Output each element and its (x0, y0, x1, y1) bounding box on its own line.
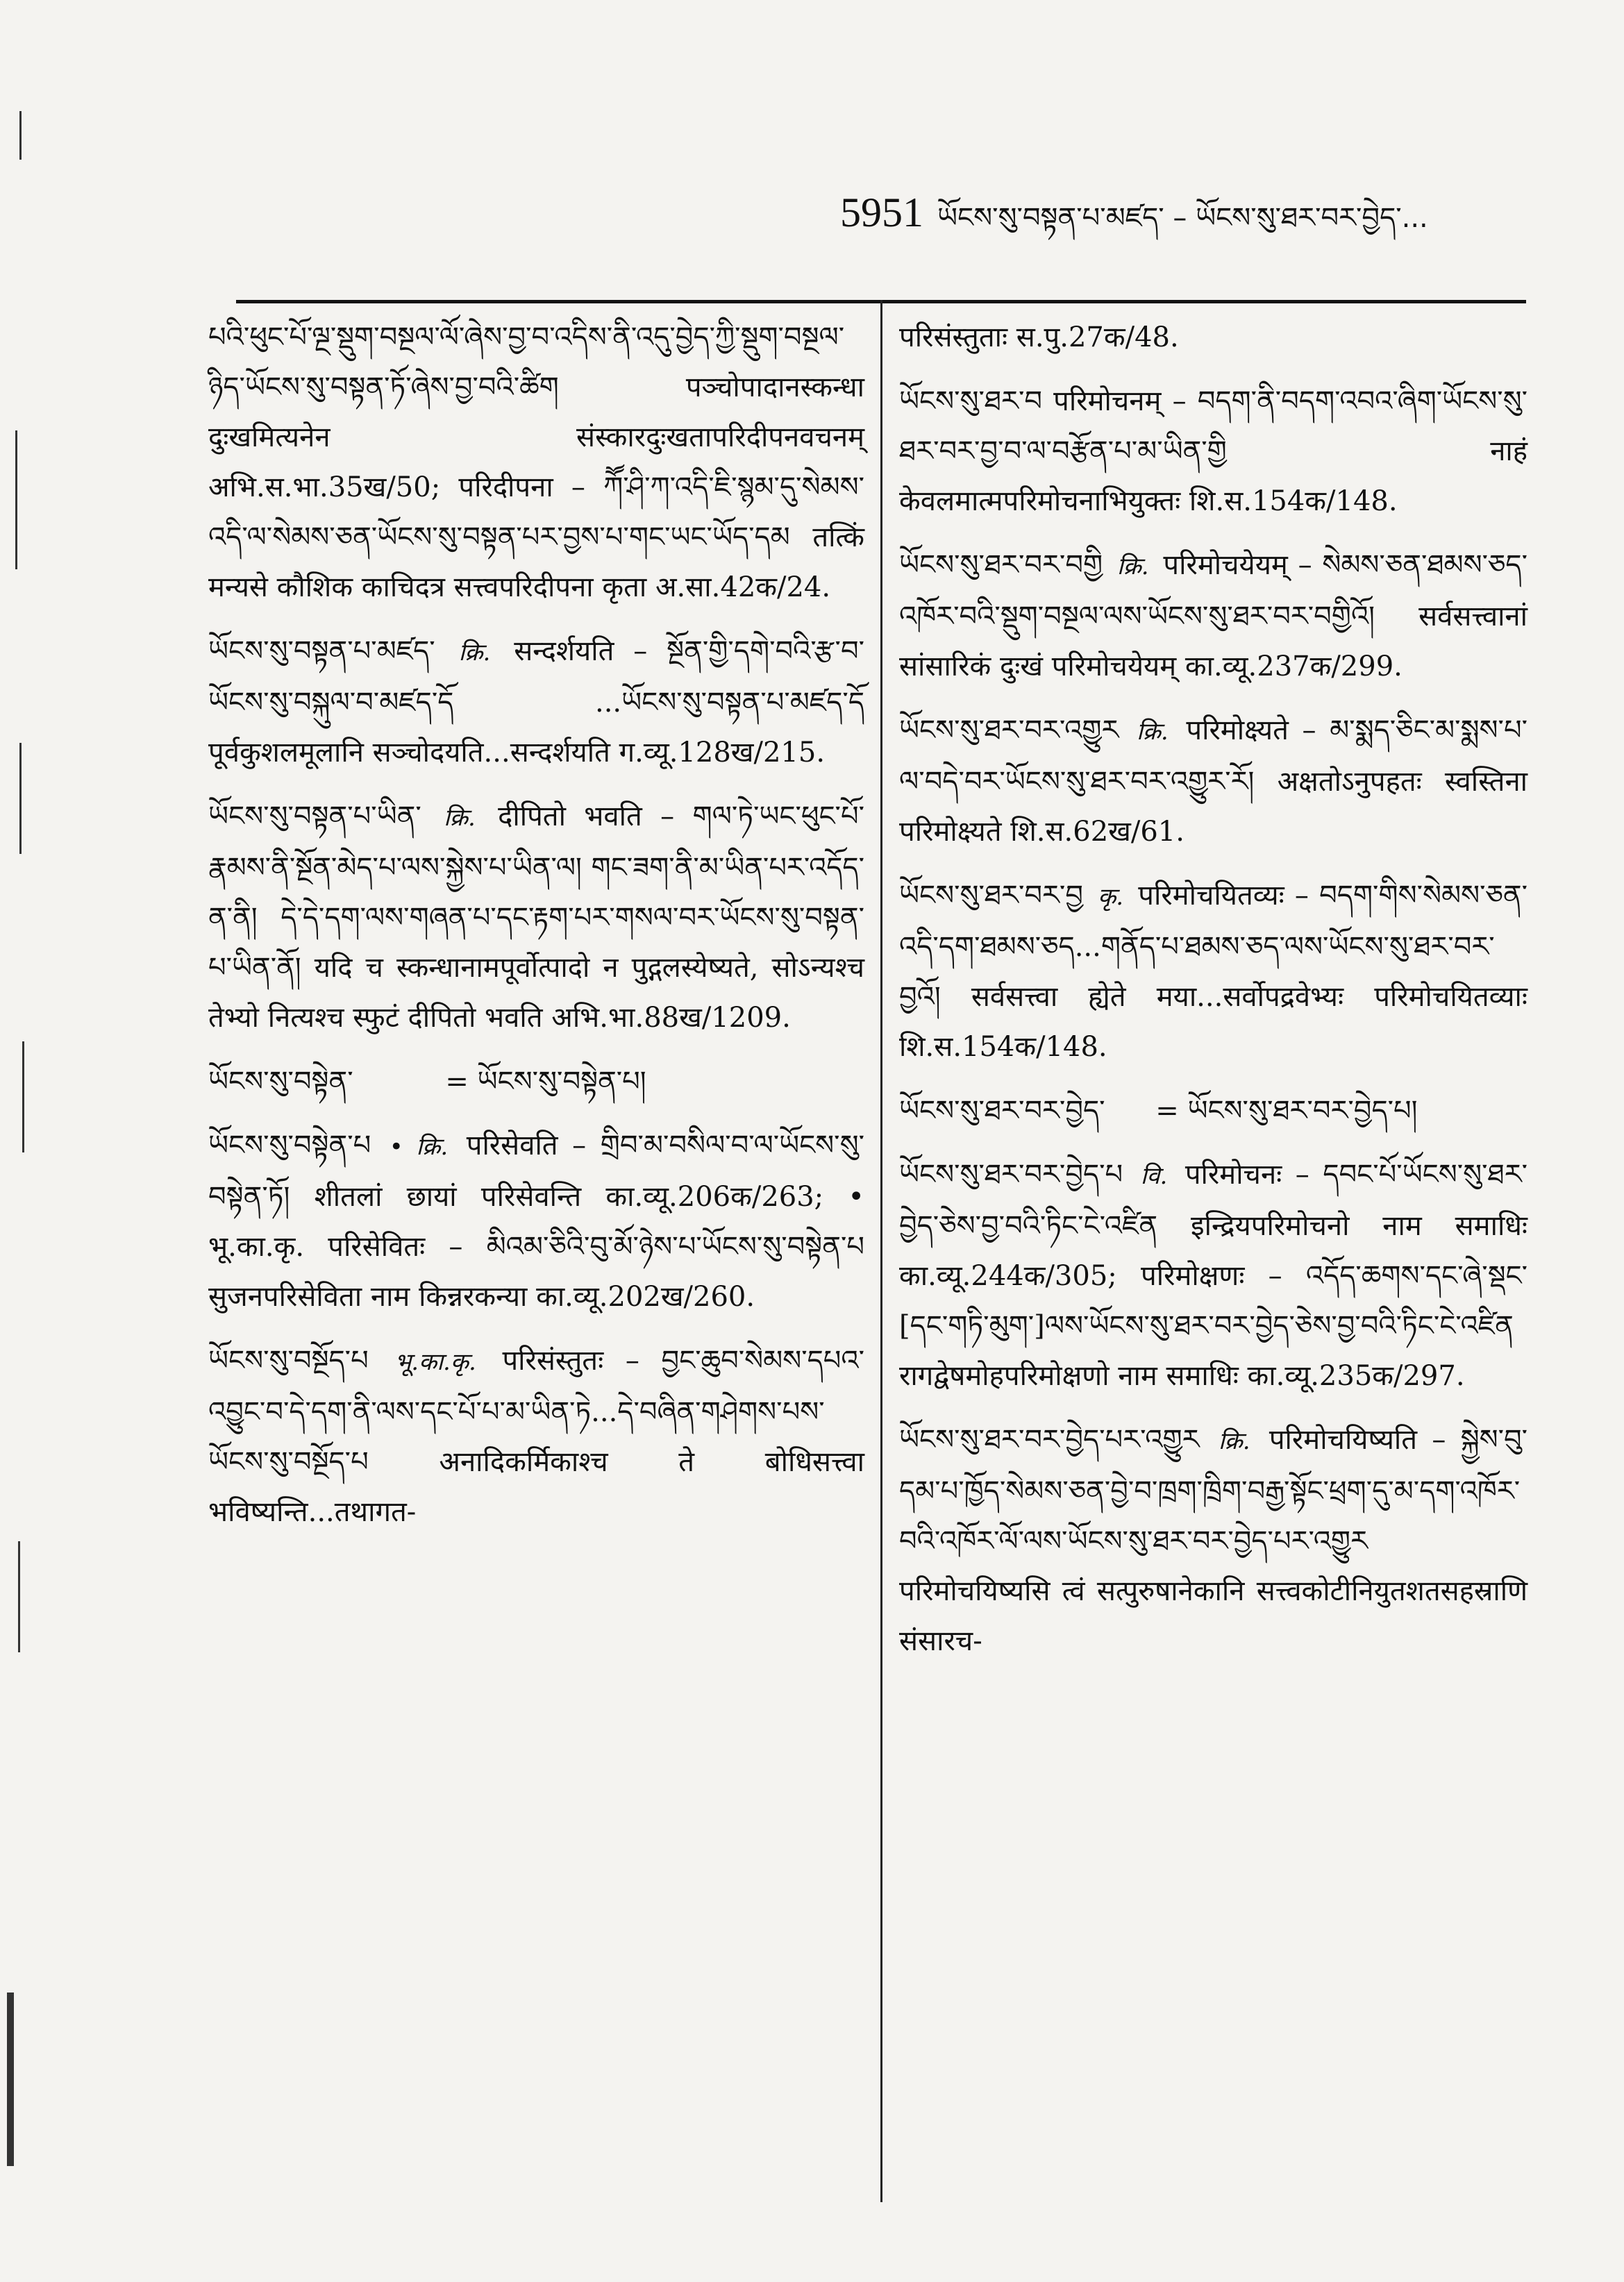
grammar-tag: • क्रि. (389, 1133, 449, 1161)
dictionary-entry (208, 312, 864, 612)
dictionary-entry (899, 376, 1527, 526)
entry-text: परिसंस्तुताः स.पु.27क/48. (899, 321, 1179, 353)
entry-text: = ཡོངས་སུ་བསྟེན་པ། (445, 1066, 646, 1098)
dictionary-entry (208, 791, 864, 1043)
entry-text: परिमोचयेयम् – སེམས་ཅན་ཐམས་ཅད་འཁོར་བའི་སྡུག་བསྔལ་ལས་ཡོངས་སུ་ཐར་བར་བགྱིའོ། सर्वसत्त्वानां सांसारिकं दुःखं परिमोचयेयम् का.व्यू.237क/299. (899, 549, 1527, 682)
grammar-tag: क्रि. (1116, 553, 1149, 580)
entry-headword: ཡོངས་སུ་བསྟེན་པ (208, 1130, 371, 1161)
entry-text: परिमोचयिष्यति – སྐྱེས་བུ་དམ་པ་ཁྱོད་སེམས་ཅན་བྱེ་བ་ཁྲག་ཁྲིག་བརྒྱ་སྟོང་ཕྲག་དུ་མ་དག་འཁོར་བའི་འཁོར་ལོ་ལས་ཡོངས་སུ་ཐར་བར་བྱེད་པར་འགྱུར परिमोचयिष्यसि त्वं सत्पुरुषानेकानि सत्त्वकोटीनियुतशतसहस्राणि संसारच- (899, 1424, 1528, 1657)
column-divider (880, 300, 882, 2202)
grammar-tag: वि. (1140, 1162, 1168, 1190)
entry-text: परिमोचनः – དབང་པོ་ཡོངས་སུ་ཐར་བྱེད་ཅེས་བྱ་བའི་ཏིང་ངེ་འཛིན इन्द्रियपरिमोचनो नाम समाधिः का.व्यू.244क/305; परिमोक्षणः – འདོད་ཆགས་དང་ཞེ་སྡང་[དང་གཏི་མུག་]ལས་ཡོངས་སུ་ཐར་བར་བྱེད་ཅེས་བྱ་བའི་ཏིང་ངེ་འཛིན रागद्वेषमोहपरिमोक्षणो नाम समाधिः का.व्यू.235क/297. (899, 1159, 1528, 1392)
entry-text: सन्दर्शयति – སྔོན་གྱི་དགེ་བའི་རྩ་བ་ཡོངས་སུ་བསྐུལ་བ་མཛད་དོ ...ཡོངས་སུ་བསྟན་པ་མཛད་དོ पूर्वकुशलमूलानि सञ्चोदयति...सन्दर्शयति ग.व्यू.128ख/215. (208, 635, 865, 769)
entry-headword: ཡོངས་སུ་བསྔོད་པ (208, 1345, 369, 1377)
dictionary-entry (208, 626, 864, 778)
left-column (208, 312, 864, 1551)
entry-headword: ཡོངས་སུ་ཐར་བར་བྱེད་པ (899, 1159, 1123, 1191)
entry-headword: ཡོངས་སུ་བསྟན་པ་མཛད་ (208, 635, 435, 667)
running-head: ཡོངས་སུ་བསྟན་པ་མཛད་ – ཡོངས་སུ་ཐར་བར་བྱེད་... (937, 202, 1428, 234)
entry-headword: ཡོངས་སུ་ཐར་བར་བྱ (899, 880, 1083, 912)
right-column (899, 312, 1527, 1680)
dictionary-entry (899, 312, 1527, 362)
grammar-tag: क्रि. (1218, 1427, 1250, 1455)
entry-headword: ཡོངས་སུ་ཐར་བ (899, 385, 1042, 417)
dictionary-entry (899, 705, 1527, 857)
entry-text: परिसेवति – གྲིབ་མ་བསིལ་བ་ལ་ཡོངས་སུ་བསྟེན་ཏོ། शीतलां छायां परिसेवन्ति का.व्यू.206क/263; • भू.का.कृ. परिसेवितः – མིའམ་ཅིའི་བུ་མོ་ཉེས་པ་ཡོངས་སུ་བསྟེན་པ सुजनपरिसेविता नाम किन्नरकन्या का.व्यू.202ख/260. (208, 1130, 864, 1313)
scan-margin-marks (0, 83, 42, 2166)
entry-headword: ཡོངས་སུ་ཐར་བར་འགྱུར (899, 714, 1119, 746)
dictionary-entry (899, 1415, 1527, 1666)
entry-text: པའི་ཕུང་པོ་ལྔ་སྡུག་བསྔལ་ལོ་ཞེས་བྱ་བ་འདིས་ནི་འདུ་བྱེད་ཀྱི་སྡུག་བསྔལ་ཉིད་ཡོངས་སུ་བསྟན་ཏོ་ཞེས་བྱ་བའི་ཚིག पञ्चोपादानस्कन्धा दुःखमित्यनेन संस्कारदुःखतापरिदीपनवचनम् अभि.स.भा.35ख/50; परिदीपना – ཀཽ་ཤི་ཀ་འདི་ཇི་སྙམ་དུ་སེམས་འདི་ལ་སེམས་ཅན་ཡོངས་སུ་བསྟན་པར་བྱས་པ་གང་ཡང་ཡོད་དམ तत्किं मन्यसे कौशिक काचिदत्र सत्त्वपरिदीपना कृता अ.सा.42क/24. (208, 321, 864, 603)
entry-headword: ཡོངས་སུ་ཐར་བར་བྱེད་ (899, 1095, 1105, 1127)
entry-headword: ཡོངས་སུ་བསྟེན་ (208, 1066, 353, 1098)
dictionary-entry (208, 1336, 864, 1537)
grammar-tag: क्रि. (458, 639, 491, 666)
entry-text: परिमोक्ष्यते – མ་སྨད་ཅིང་མ་སྨས་པ་ལ་བདེ་བར་ཡོངས་སུ་ཐར་བར་འགྱུར་རོ། अक्षतोऽनुपहतः स्वस्तिना परिमोक्ष्यते शि.स.62ख/61. (899, 714, 1527, 848)
entry-text: परिमोचयितव्यः – བདག་གིས་སེམས་ཅན་འདི་དག་ཐམས་ཅད...གནོད་པ་ཐམས་ཅད་ལས་ཡོངས་སུ་ཐར་བར་བྱའོ། सर्वसत्त्वा ह्येते मया...सर्वोपद्रवेभ्यः परिमोचयितव्याः शि.स.154क/148. (899, 880, 1527, 1063)
dictionary-entry (899, 1150, 1527, 1401)
grammar-tag: क्रि. (444, 804, 476, 832)
page-number: 5951 (840, 190, 923, 235)
dictionary-entry (208, 1121, 864, 1322)
entry-text: परिसंस्तुतः – བྱང་ཆུབ་སེམས་དཔའ་འབྱུང་བ་དེ་དག་ནི་ལས་དང་པོ་པ་མ་ཡིན་ཏེ...དེ་བཞིན་གཤེགས་པས་ཡོངས་སུ་བསྔོད་པ अनादिकर्मिकाश्च ते बोधिसत्त्वा भविष्यन्ति...तथागत- (208, 1345, 865, 1528)
grammar-tag: भू.का.कृ. (394, 1348, 476, 1376)
entry-headword: ཡོངས་སུ་ཐར་བར་བྱེད་པར་འགྱུར (899, 1424, 1200, 1456)
dictionary-entry (899, 540, 1527, 691)
dictionary-entry (899, 871, 1527, 1072)
entry-headword: ཡོངས་སུ་ཐར་བར་བགྱི (899, 549, 1103, 581)
dictionary-entry (208, 1057, 864, 1107)
dictionary-entry (899, 1086, 1527, 1136)
grammar-tag: कृ. (1098, 883, 1124, 911)
entry-headword: ཡོངས་སུ་བསྟན་པ་ཡིན་ (208, 800, 421, 832)
entry-text: दीपितो भवति – གལ་ཏེ་ཡང་ཕུང་པོ་རྣམས་ནི་སྔོན་མེད་པ་ལས་སྐྱེས་པ་ཡིན་ལ། གང་ཟག་ནི་མ་ཡིན་པར་འདོད་ན་ནི། དེ་དེ་དག་ལས་གཞན་པ་དང་རྟག་པར་གསལ་བར་ཡོངས་སུ་བསྟན་པ་ཡིན་ནོ། यदि च स्कन्धानामपूर्वोत्पादो न पुद्गलस्येष्यते, सोऽन्यश्च तेभ्यो नित्यश्च स्फुटं दीपितो भवति अभि.भा.88ख/1209. (208, 800, 864, 1034)
entry-text: = ཡོངས་སུ་ཐར་བར་བྱེད་པ། (1155, 1095, 1418, 1127)
grammar-tag: क्रि. (1137, 718, 1169, 746)
entry-text: परिमोचनम् – བདག་ནི་བདག་འབའ་ཞིག་ཡོངས་སུ་ཐར་བར་བྱ་བ་ལ་བརྩོན་པ་མ་ཡིན་གྱི नाहं केवलमात्मपरिमोचनाभियुक्तः शि.स.154क/148. (899, 385, 1528, 517)
